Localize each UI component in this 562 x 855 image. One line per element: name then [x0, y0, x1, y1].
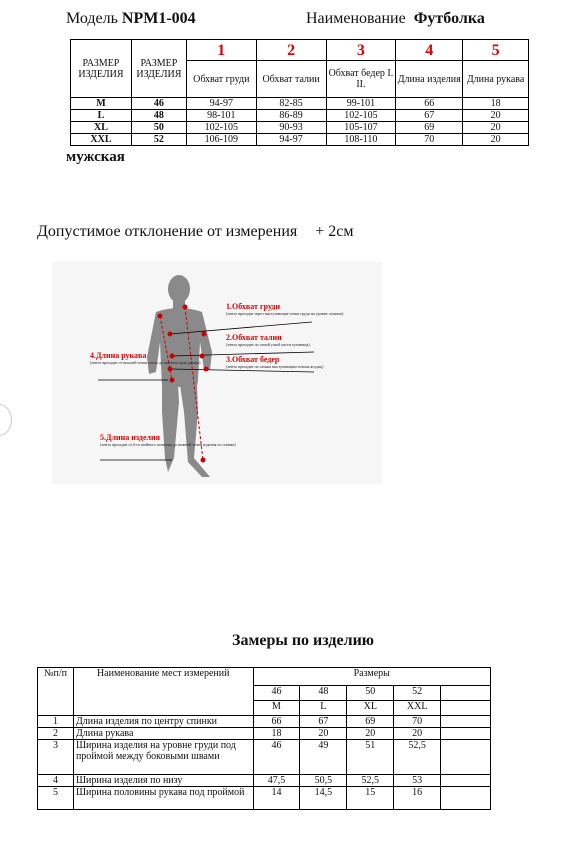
- model-header: [66, 10, 196, 28]
- table-row: 1 Длина изделия по центру спинки 66 67 69 70: [38, 716, 491, 728]
- label-chest: 1.Обхват груди: [226, 302, 281, 311]
- name-header: [306, 10, 485, 28]
- table-row: 2 Длина рукава 18 20 20 20: [38, 728, 491, 740]
- table-row: L 48 98-101 86-89 102-105 67 20: [71, 110, 529, 122]
- measure-number: 5: [463, 40, 529, 61]
- measure-number: 2: [256, 40, 326, 61]
- size-label: XXL: [394, 701, 441, 716]
- tolerance-text: Допустимое отклонение от измерения: [37, 223, 298, 240]
- table-row: XXL 52 106-109 94-97 108-110 70 20: [71, 134, 529, 146]
- size-num: 48: [300, 686, 347, 701]
- label-waist-desc: (лента проходит по самой узкой части туловища): [226, 342, 310, 347]
- subtitle: мужская: [66, 149, 125, 165]
- tolerance-line: [37, 223, 353, 241]
- table-row: XL 50 102-105 90-93 105-107 69 20: [71, 122, 529, 134]
- name-label: Наименование: [306, 10, 406, 27]
- table-row: 4 Ширина изделия по низу 47,5 50,5 52,5 53: [38, 775, 491, 787]
- tolerance-value: + 2см: [315, 223, 354, 240]
- label-sleeve: 4.Длина рукава: [90, 351, 147, 360]
- empty-cell: [441, 701, 491, 716]
- model-label: Модель: [66, 10, 118, 27]
- measure-number: 4: [396, 40, 463, 61]
- measure-number: 3: [326, 40, 396, 61]
- label-length-desc: (лента проходит от 6-го шейного позвонка до нижней точки изделия по спинке): [100, 442, 236, 447]
- size-col-header-2: РАЗМЕР ИЗДЕЛИЯ: [131, 40, 186, 98]
- header-name: Наименование мест измерений: [73, 668, 253, 716]
- label-length: 5.Длина изделия: [100, 433, 160, 442]
- label-waist: 2.Обхват талии: [226, 333, 282, 342]
- size-num: 50: [347, 686, 394, 701]
- label-hips-desc: (лента проходит по самым выступающим точкам ягодиц): [226, 364, 324, 369]
- measure-table-title: Замеры по изделию: [232, 632, 375, 649]
- header-sizes: Размеры: [253, 668, 491, 686]
- empty-cell: [441, 686, 491, 701]
- size-label: M: [253, 701, 300, 716]
- measure-name: Длина рукава: [463, 61, 529, 98]
- table-row: M 46 94-97 82-85 99-101 66 18: [71, 98, 529, 110]
- header-num: №п/п: [38, 668, 74, 716]
- page-edge-circle: [0, 404, 12, 436]
- model-value: NPM1-004: [121, 10, 196, 27]
- table-row: 5 Ширина половины рукава под проймой 14 14,5 15 16: [38, 787, 491, 810]
- size-col-header: РАЗМЕР ИЗДЕЛИЯ: [71, 40, 132, 98]
- label-sleeve-desc: (лента проходит от высшей точки плеча до нижнего края рукава): [90, 360, 201, 365]
- size-label: XL: [347, 701, 394, 716]
- name-value: Футболка: [413, 10, 485, 27]
- measure-name: Обхват бедер I. II.: [326, 61, 396, 98]
- measure-name: Длина изделия: [396, 61, 463, 98]
- size-num: 52: [394, 686, 441, 701]
- body-measurement-figure: [52, 262, 382, 484]
- measure-name: Обхват груди: [186, 61, 256, 98]
- measure-name: Обхват талии: [256, 61, 326, 98]
- measure-number: 1: [186, 40, 256, 61]
- label-chest-desc: (лента проходит через выступающие точки груди на уровне лопаток): [226, 311, 344, 316]
- measure-table: [37, 667, 491, 810]
- label-hips: 3.Обхват бедер: [226, 355, 280, 364]
- size-num: 46: [253, 686, 300, 701]
- size-table: [70, 39, 529, 146]
- table-row: 3 Ширина изделия на уровне груди под проймой между боковыми швами 46 49 51 52,5: [38, 740, 491, 775]
- size-label: L: [300, 701, 347, 716]
